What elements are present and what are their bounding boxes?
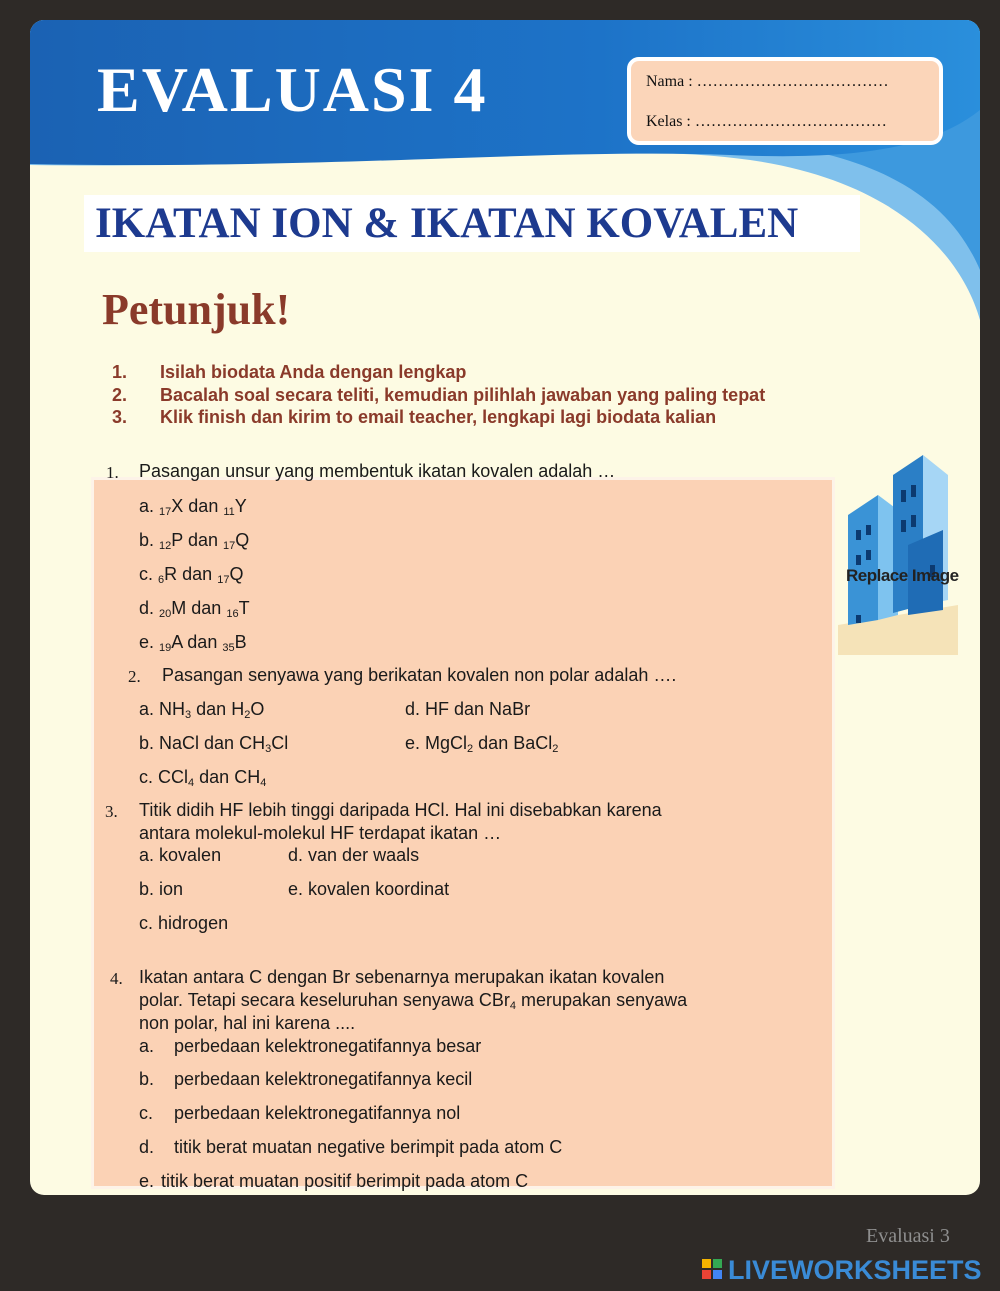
instruction-text: Isilah biodata Anda dengan lengkap: [160, 362, 467, 382]
q2-option-a[interactable]: a. $NH_3$ dan $H_2O$: [139, 699, 265, 721]
question-3-line-1: Titik didih HF lebih tinggi daripada HCl. Hal ini disebabkan karena: [139, 800, 662, 820]
class-field[interactable]: Kelas : ………………………………: [646, 113, 887, 130]
q4-option-d[interactable]: d. titik berat muatan negative berimpit pada atom C: [139, 1137, 563, 1157]
name-field[interactable]: Nama : ………………………………: [646, 73, 889, 90]
instruction-text: Bacalah soal secara teliti, kemudian pilihlah jawaban yang paling tepat: [160, 385, 766, 405]
q4-option-a[interactable]: a. perbedaan kelektronegatifannya besar: [139, 1036, 482, 1056]
question-1-number: 1.: [106, 463, 119, 482]
student-info-box: [627, 57, 943, 145]
question-4-line-3: non polar, hal ini karena ....: [139, 1013, 356, 1033]
q1-option-a[interactable]: a. $_{17}$X dan $_{11}$Y: [139, 496, 247, 518]
q4-option-b[interactable]: b. perbedaan kelektronegatifannya kecil: [139, 1069, 473, 1089]
building-image: [838, 455, 958, 655]
q2-option-b[interactable]: b. NaCl dan $CH_3Cl$: [139, 733, 289, 755]
replace-image-label: Replace Image: [846, 566, 959, 585]
question-4-line-2: polar. Tetapi secara keseluruhan senyawa CBr$_4$ merupakan senyawa: [139, 990, 688, 1012]
liveworksheets-logo-icon: [702, 1259, 722, 1279]
question-4-number: 4.: [110, 969, 123, 988]
question-3-number: 3.: [105, 802, 118, 821]
instruction-text: Klik finish dan kirim to email teacher, lengkapi lagi biodata kalian: [160, 407, 717, 427]
worksheet-title: EVALUASI 4: [97, 54, 488, 125]
instruction-number: 1.: [112, 362, 128, 382]
q4-option-e[interactable]: e. titik berat muatan positif berimpit pada atom C: [139, 1171, 529, 1191]
instruction-number: 3.: [112, 407, 128, 427]
q2-option-e[interactable]: e. MgCl$_2$ dan BaCl$_2$: [405, 733, 559, 755]
q1-option-e[interactable]: e. $_{19}$A dan $_{35}$B: [139, 632, 247, 654]
q3-option-c[interactable]: c. hidrogen: [139, 913, 229, 933]
question-2-number: 2.: [128, 667, 141, 686]
instruction-number: 2.: [112, 385, 128, 405]
q1-option-b[interactable]: b. $_{12}$P dan $_{17}$Q: [139, 530, 250, 552]
question-3-line-2: antara molekul-molekul HF terdapat ikatan …: [139, 823, 502, 843]
q2-option-d[interactable]: d. HF dan NaBr: [405, 699, 531, 719]
instruction-item: [112, 385, 765, 406]
footer-brand[interactable]: LIVEWORKSHEETS: [728, 1255, 982, 1285]
worksheet-subtitle: IKATAN ION & IKATAN KOVALEN: [95, 200, 799, 247]
instruction-item: [112, 407, 716, 428]
q3-option-b[interactable]: b. ion: [139, 879, 184, 899]
q2-option-c[interactable]: c. CCl$_4$ dan $CH_4$: [139, 767, 267, 789]
q3-option-a[interactable]: a. kovalen: [139, 845, 222, 865]
q1-option-c[interactable]: c. $_6$R dan $_{17}$Q: [139, 564, 244, 586]
footer-page-label: Evaluasi 3: [866, 1225, 950, 1247]
question-2-text: Pasangan senyawa yang berikatan kovalen non polar adalah ….: [162, 665, 677, 685]
instructions-heading: Petunjuk!: [102, 285, 291, 334]
q3-option-d[interactable]: d. van der waals: [288, 845, 420, 865]
q1-option-d[interactable]: d. $_{20}$M dan $_{16}$T: [139, 598, 250, 620]
q3-option-e[interactable]: e. kovalen koordinat: [288, 879, 450, 899]
q4-option-c[interactable]: c. perbedaan kelektronegatifannya nol: [139, 1103, 461, 1123]
question-1-text: Pasangan unsur yang membentuk ikatan kovalen adalah …: [139, 461, 616, 481]
question-4-line-1: Ikatan antara C dengan Br sebenarnya merupakan ikatan kovalen: [139, 967, 665, 987]
instruction-item: [112, 362, 466, 383]
